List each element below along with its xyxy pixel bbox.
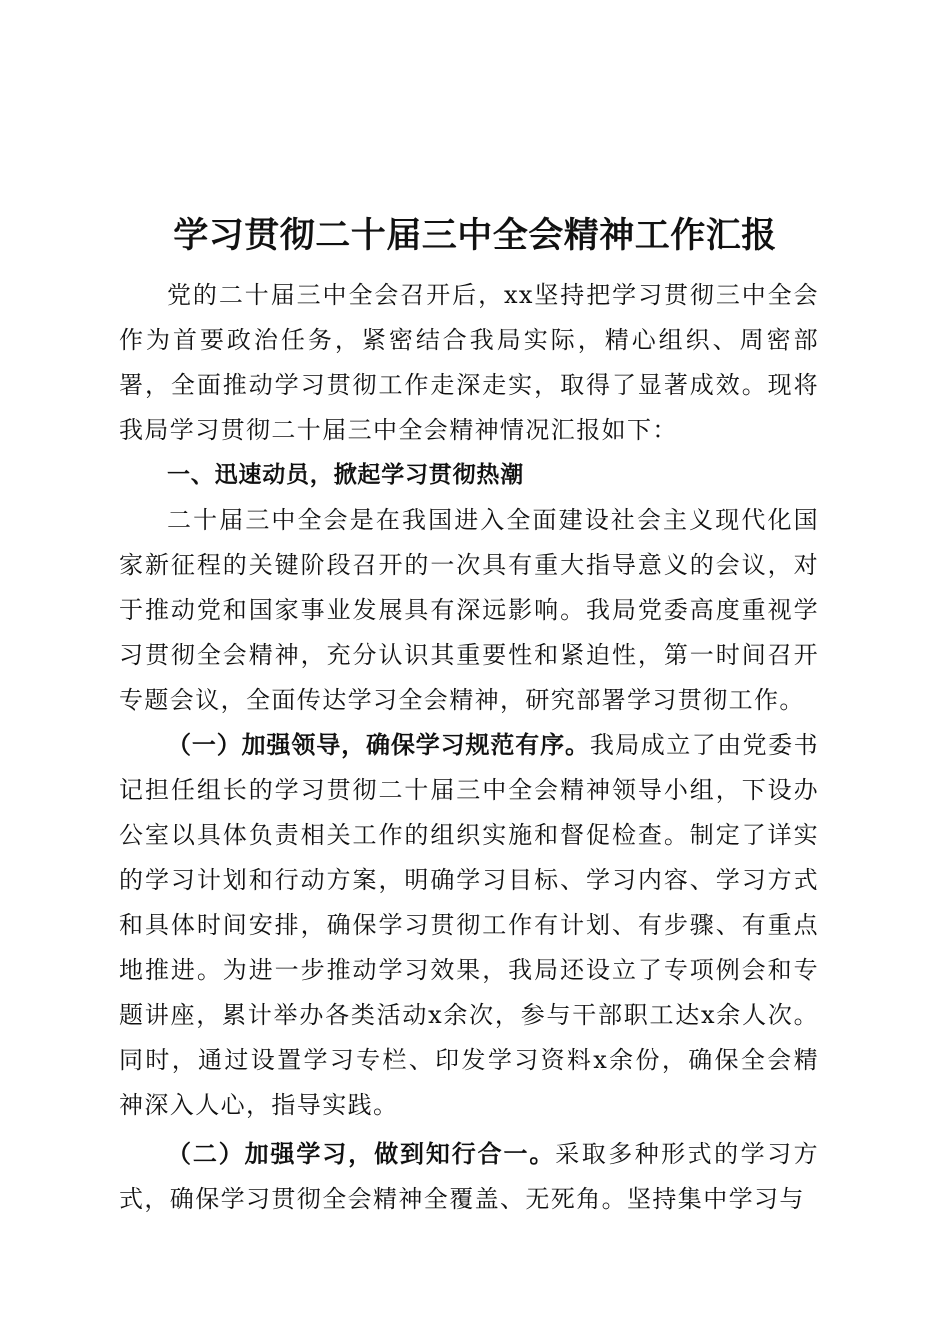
section-heading-1: 一、迅速动员，掀起学习贯彻热潮 (167, 462, 524, 488)
subsection-1-lead: （一）加强领导，确保学习规范有序。 (167, 731, 590, 759)
subsection-2-text: 采取多种形式的学习方式，确保学习贯彻全会精神全覆盖、无死角。坚持集中学习与 (119, 1140, 819, 1213)
subsection-2-paragraph (119, 1132, 819, 1222)
subsection-2-lead: （二）加强学习，做到知行合一。 (167, 1140, 556, 1168)
subsection-1-text: 我局成立了由党委书记担任组长的学习贯彻二十届三中全会精神领导小组，下设办公室以具体负责相关工作的组织实施和督促检查。制定了详实的学习计划和行动方案，明确学习目标、学习内容、学习方式和具体时间安排，确保学习贯彻工作有计划、有步骤、有重点地推进。为进一步推动学习效果，我局还设立了专项例会和专题讲座，累计举办各类活动x余次，参与干部职工达x余人次。同时，通过设置学习专栏、印发学习资料x余份，确保全会精神深入人心，指导实践。 (119, 731, 819, 1119)
section-1-paragraph: 二十届三中全会是在我国进入全面建设社会主义现代化国家新征程的关键阶段召开的一次具有重大指导意义的会议，对于推动党和国家事业发展具有深远影响。我局党委高度重视学习贯彻全会精神，充分认识其重要性和紧迫性，第一时间召开专题会议，全面传达学习全会精神，研究部署学习贯彻工作。 (119, 506, 819, 714)
intro-paragraph: 党的二十届三中全会召开后，xx坚持把学习贯彻三中全会作为首要政治任务，紧密结合我局实际，精心组织、周密部署，全面推动学习贯彻工作走深走实，取得了显著成效。现将我局学习贯彻二十届三中全会精神情况汇报如下： (119, 281, 819, 444)
document-title: 学习贯彻二十届三中全会精神工作汇报 (173, 216, 777, 256)
document-body (119, 273, 819, 1222)
subsection-1-paragraph (119, 723, 819, 1128)
